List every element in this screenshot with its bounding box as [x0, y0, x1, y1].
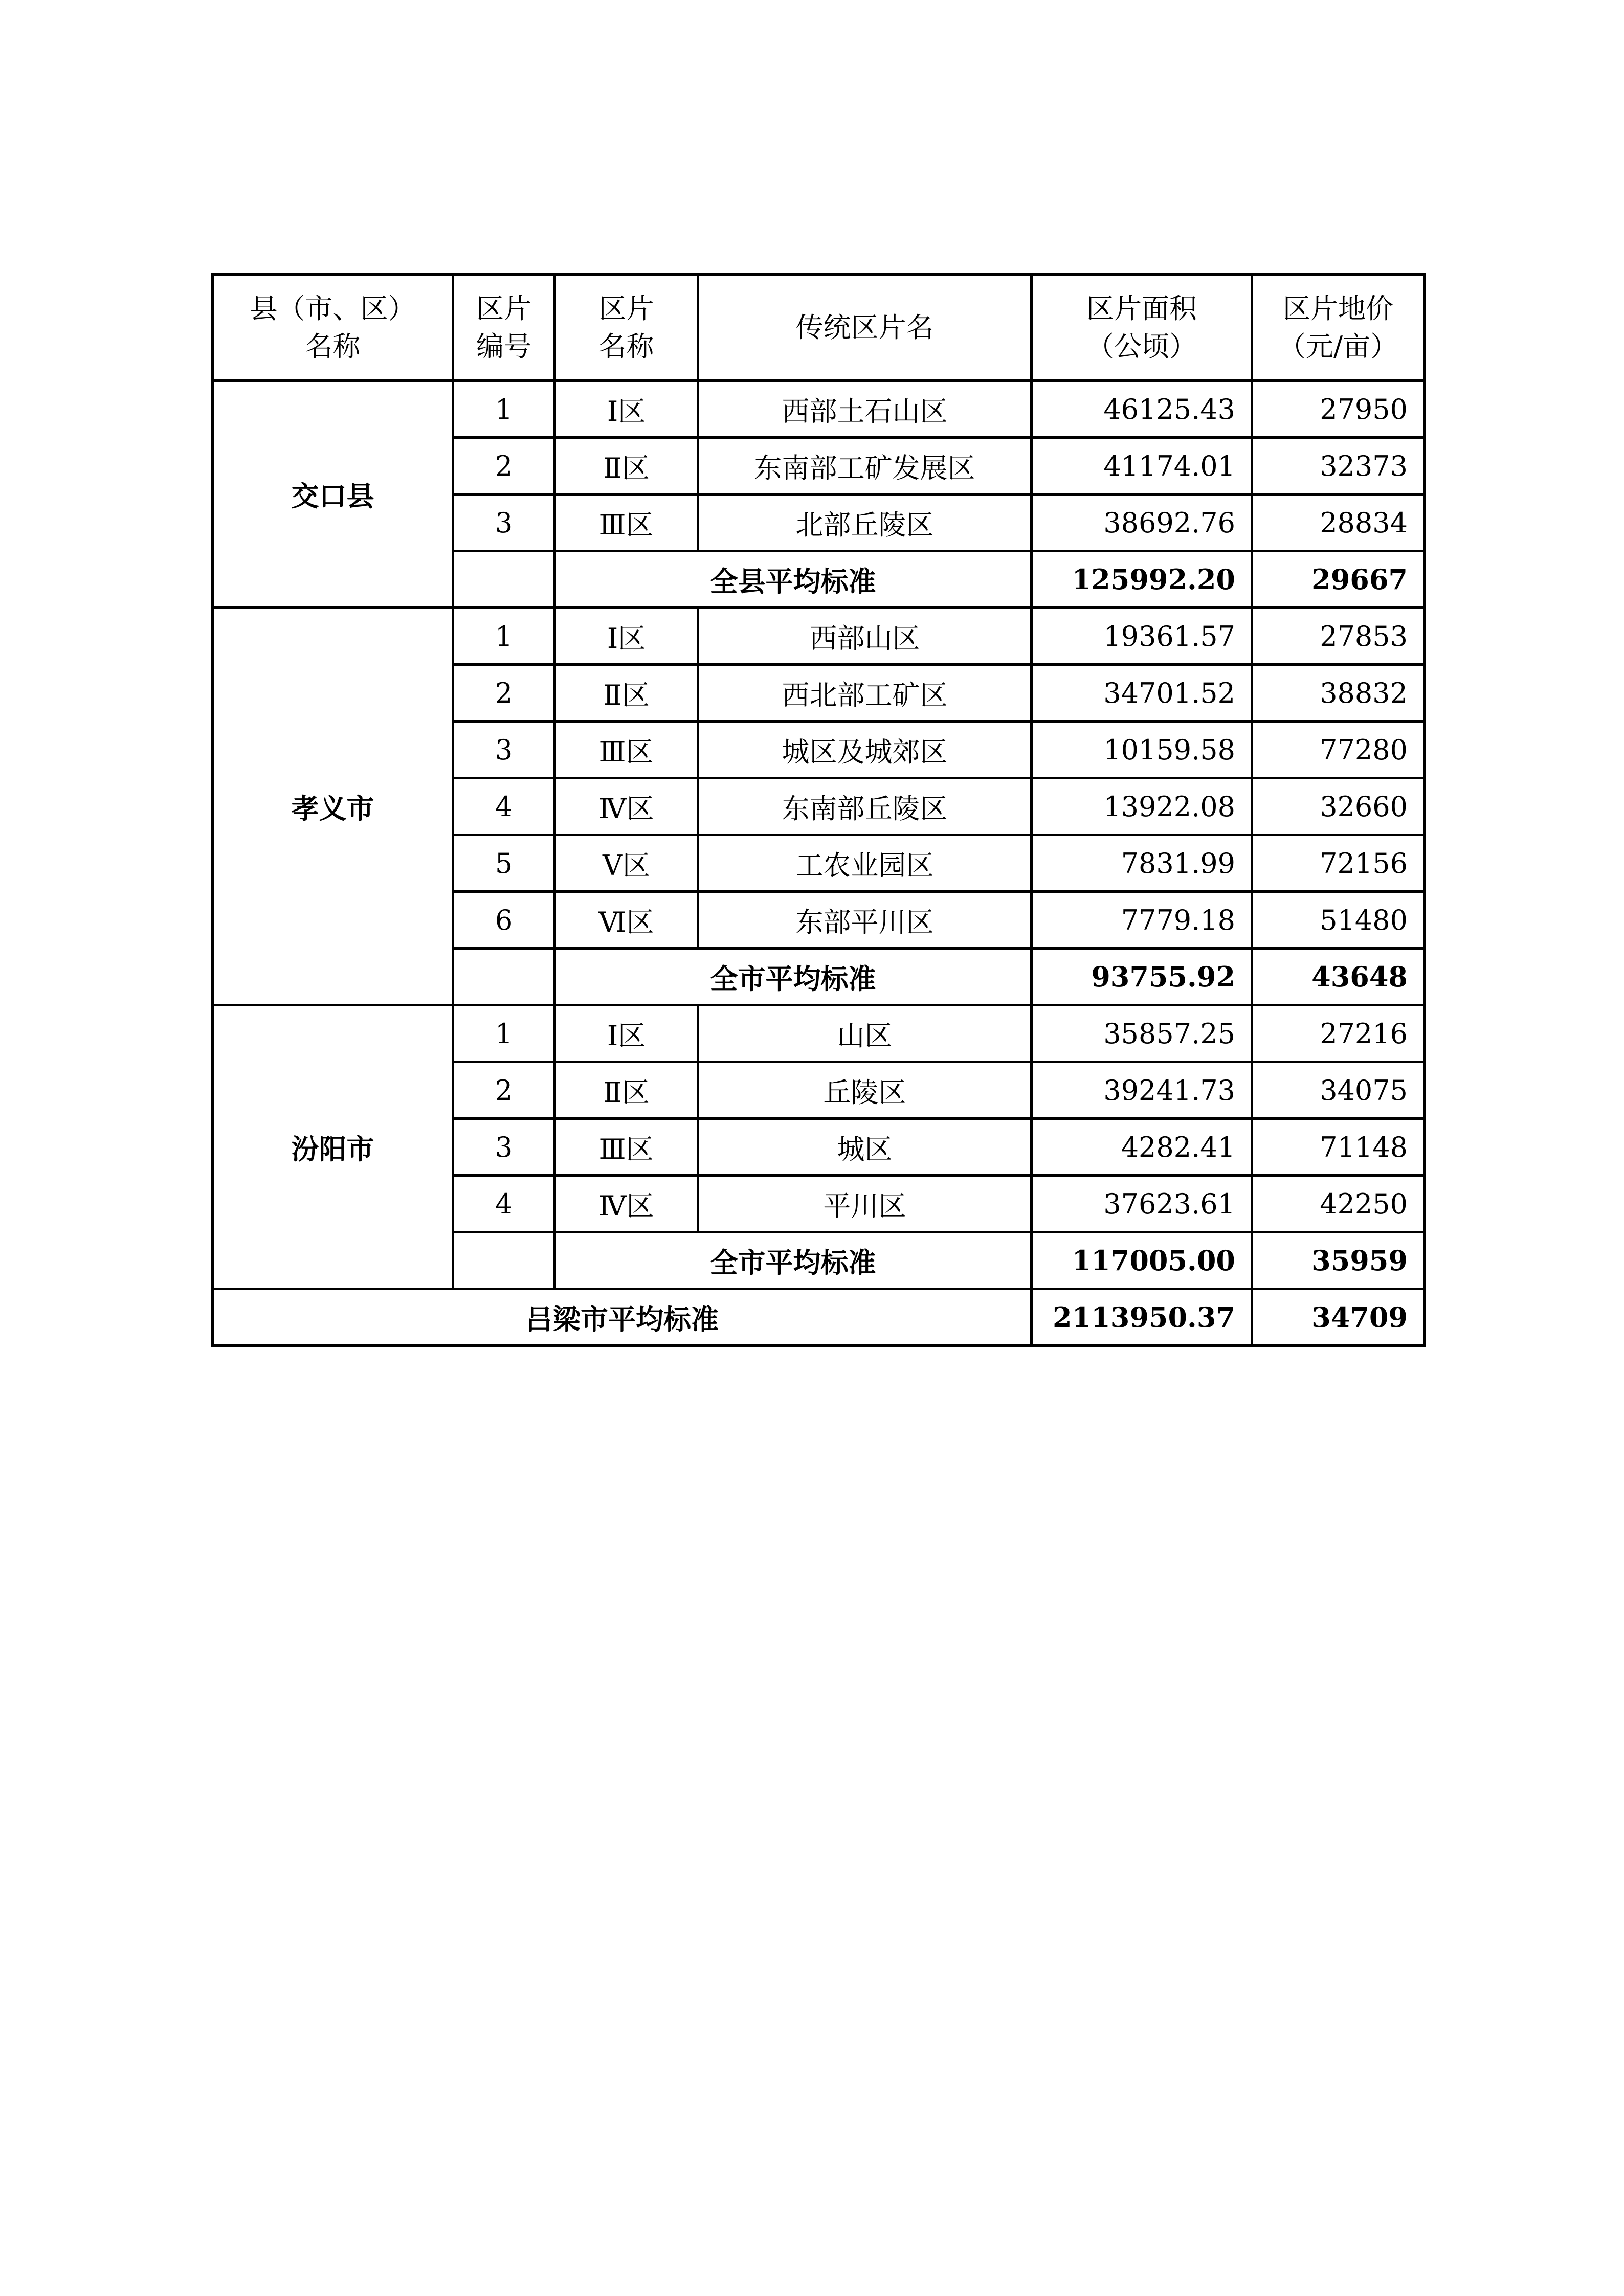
zone-number: 3 — [453, 722, 555, 778]
header-county — [213, 275, 453, 381]
zone-area: 35857.25 — [1032, 1005, 1252, 1062]
header-zone-name-line2: 名称 — [598, 330, 654, 363]
header-area-line1: 区片面积 — [1086, 292, 1197, 325]
zone-number: 1 — [453, 1005, 555, 1062]
zone-number: 3 — [453, 1119, 555, 1176]
zone-number: 1 — [453, 381, 555, 438]
zone-price: 77280 — [1252, 722, 1425, 778]
zone-name: Ⅳ区 — [555, 1176, 698, 1232]
traditional-name: 东部平川区 — [698, 892, 1032, 949]
table-row — [213, 381, 1425, 438]
zone-name: Ⅵ区 — [555, 892, 698, 949]
summary-label: 全市平均标准 — [555, 1232, 1032, 1289]
zone-area: 41174.01 — [1032, 438, 1252, 494]
traditional-name: 城区及城郊区 — [698, 722, 1032, 778]
county-name: 孝义市 — [213, 608, 453, 1005]
zone-price: 38832 — [1252, 665, 1425, 722]
traditional-name: 城区 — [698, 1119, 1032, 1176]
zone-name: Ⅰ区 — [555, 608, 698, 665]
zone-price: 27853 — [1252, 608, 1425, 665]
zone-price: 42250 — [1252, 1176, 1425, 1232]
zone-name: Ⅱ区 — [555, 1062, 698, 1119]
zone-price: 28834 — [1252, 494, 1425, 551]
zone-number: 3 — [453, 494, 555, 551]
header-zone-no-line1: 区片 — [476, 292, 531, 325]
traditional-name: 丘陵区 — [698, 1062, 1032, 1119]
table-row — [213, 1005, 1425, 1062]
zone-name: Ⅳ区 — [555, 778, 698, 835]
zone-price: 32660 — [1252, 778, 1425, 835]
zone-name: Ⅲ区 — [555, 494, 698, 551]
header-price-line1: 区片地价 — [1283, 292, 1393, 325]
zone-name: Ⅱ区 — [555, 665, 698, 722]
summary-label: 全县平均标准 — [555, 551, 1032, 608]
zone-area: 46125.43 — [1032, 381, 1252, 438]
zone-area: 7779.18 — [1032, 892, 1252, 949]
header-county-line1: 县（市、区） — [250, 292, 416, 325]
zone-number: 2 — [453, 438, 555, 494]
traditional-name: 北部丘陵区 — [698, 494, 1032, 551]
zone-area: 34701.52 — [1032, 665, 1252, 722]
total-price: 34709 — [1252, 1289, 1425, 1346]
zone-name: Ⅲ区 — [555, 722, 698, 778]
traditional-name: 东南部丘陵区 — [698, 778, 1032, 835]
summary-label: 全市平均标准 — [555, 949, 1032, 1005]
total-row — [213, 1289, 1425, 1346]
summary-blank — [453, 1232, 555, 1289]
land-price-table — [211, 273, 1426, 1347]
zone-price: 27216 — [1252, 1005, 1425, 1062]
total-area: 2113950.37 — [1032, 1289, 1252, 1346]
summary-area: 125992.20 — [1032, 551, 1252, 608]
summary-blank — [453, 949, 555, 1005]
traditional-name: 工农业园区 — [698, 835, 1032, 892]
header-area — [1032, 275, 1252, 381]
zone-price: 27950 — [1252, 381, 1425, 438]
zone-number: 2 — [453, 665, 555, 722]
header-area-line2: （公顷） — [1086, 330, 1197, 363]
zone-number: 4 — [453, 1176, 555, 1232]
traditional-name: 西部山区 — [698, 608, 1032, 665]
header-zone-no-line2: 编号 — [476, 330, 531, 363]
table-body — [213, 381, 1425, 1346]
zone-name: Ⅲ区 — [555, 1119, 698, 1176]
zone-area: 38692.76 — [1032, 494, 1252, 551]
header-zone-name-line1: 区片 — [598, 292, 654, 325]
zone-number: 6 — [453, 892, 555, 949]
summary-area: 93755.92 — [1032, 949, 1252, 1005]
header-zone-no — [453, 275, 555, 381]
summary-blank — [453, 551, 555, 608]
summary-price: 29667 — [1252, 551, 1425, 608]
county-name: 交口县 — [213, 381, 453, 608]
traditional-name: 西北部工矿区 — [698, 665, 1032, 722]
zone-price: 51480 — [1252, 892, 1425, 949]
zone-price: 32373 — [1252, 438, 1425, 494]
summary-price: 43648 — [1252, 949, 1425, 1005]
header-county-line2: 名称 — [305, 330, 361, 363]
header-price-line2: （元/亩） — [1278, 330, 1398, 363]
county-name: 汾阳市 — [213, 1005, 453, 1289]
zone-area: 19361.57 — [1032, 608, 1252, 665]
zone-number: 2 — [453, 1062, 555, 1119]
header-traditional: 传统区片名 — [698, 275, 1032, 381]
zone-area: 10159.58 — [1032, 722, 1252, 778]
zone-number: 1 — [453, 608, 555, 665]
zone-name: Ⅴ区 — [555, 835, 698, 892]
traditional-name: 山区 — [698, 1005, 1032, 1062]
zone-name: Ⅰ区 — [555, 1005, 698, 1062]
traditional-name: 西部土石山区 — [698, 381, 1032, 438]
zone-price: 72156 — [1252, 835, 1425, 892]
zone-area: 13922.08 — [1032, 778, 1252, 835]
header-zone-name — [555, 275, 698, 381]
zone-number: 4 — [453, 778, 555, 835]
zone-price: 34075 — [1252, 1062, 1425, 1119]
zone-area: 7831.99 — [1032, 835, 1252, 892]
zone-name: Ⅱ区 — [555, 438, 698, 494]
zone-price: 71148 — [1252, 1119, 1425, 1176]
zone-name: Ⅰ区 — [555, 381, 698, 438]
summary-price: 35959 — [1252, 1232, 1425, 1289]
zone-area: 37623.61 — [1032, 1176, 1252, 1232]
zone-area: 39241.73 — [1032, 1062, 1252, 1119]
zone-number: 5 — [453, 835, 555, 892]
zone-area: 4282.41 — [1032, 1119, 1252, 1176]
header-price — [1252, 275, 1425, 381]
traditional-name: 东南部工矿发展区 — [698, 438, 1032, 494]
header-row — [213, 275, 1425, 381]
total-label: 吕梁市平均标准 — [213, 1289, 1032, 1346]
summary-area: 117005.00 — [1032, 1232, 1252, 1289]
traditional-name: 平川区 — [698, 1176, 1032, 1232]
table-row — [213, 608, 1425, 665]
